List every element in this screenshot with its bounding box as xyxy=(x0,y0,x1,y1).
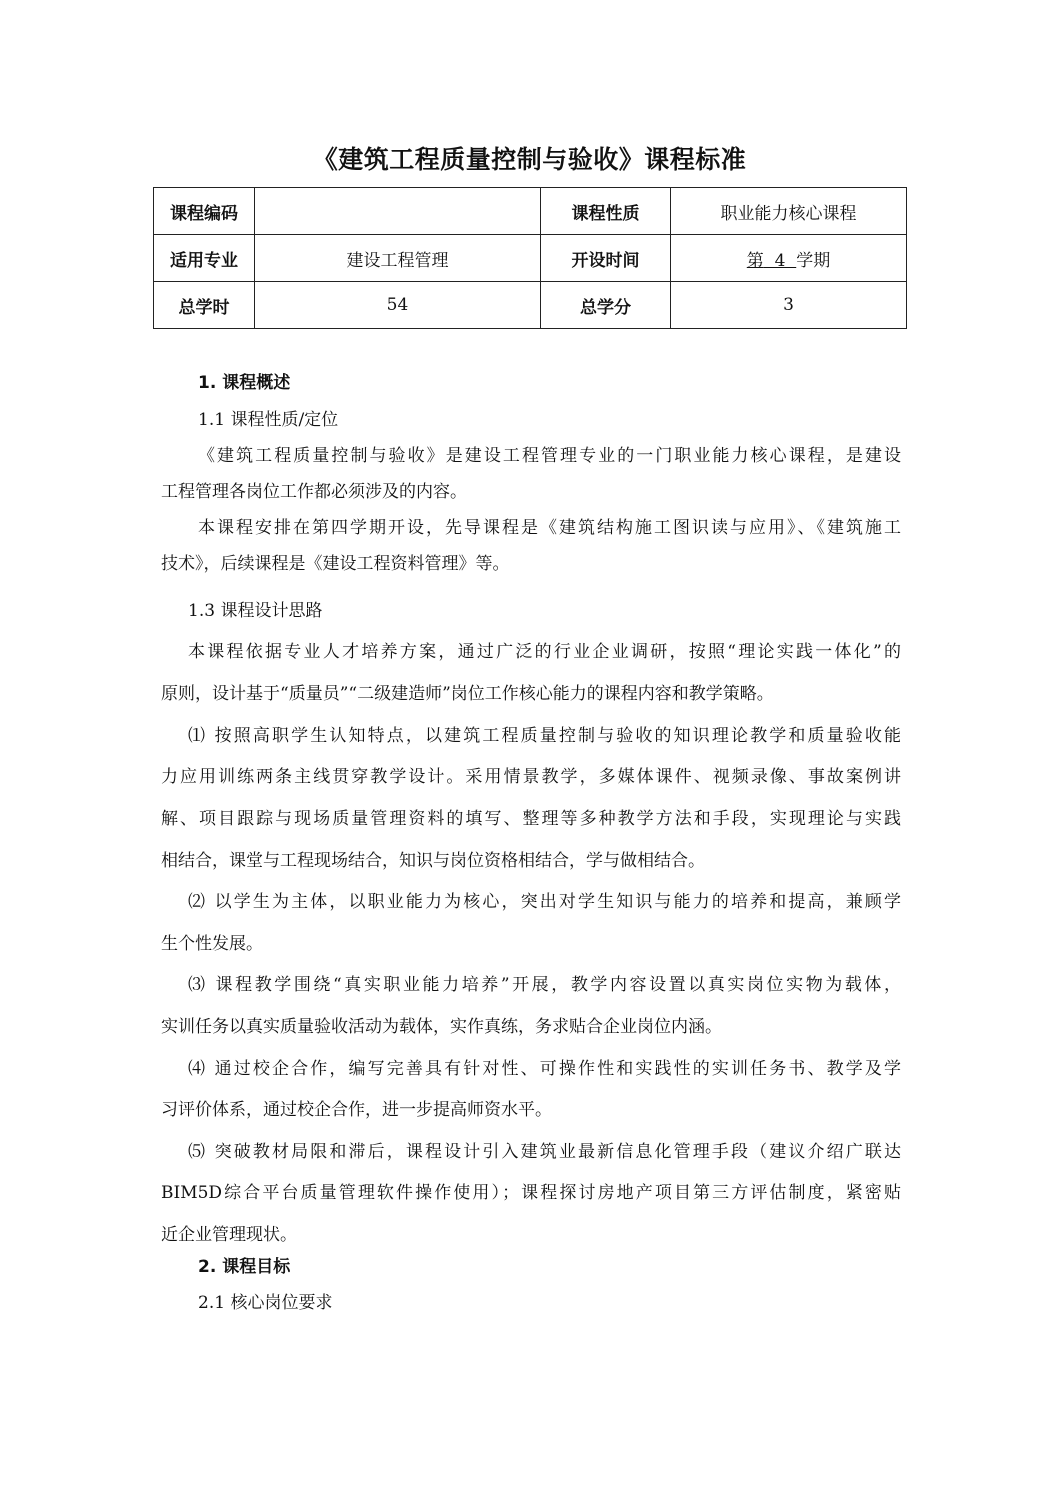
course-nature-label: 课程性质 xyxy=(541,188,671,235)
paragraph-line: 技术》，后续课程是《建设工程资料管理》等。 xyxy=(161,554,510,574)
semester-number: 4 xyxy=(763,250,797,271)
course-code-label: 课程编码 xyxy=(154,188,255,235)
list-item-line: BIM5D综合平台质量管理软件操作使用）；课程探讨房地产项目第三方评估制度，紧密贴 xyxy=(161,1183,901,1203)
list-item-line: ⑶ 课程教学围绕“真实职业能力培养”开展，教学内容设置以真实岗位实物为载体， xyxy=(188,975,901,995)
page-title: 《建筑工程质量控制与验收》课程标准 xyxy=(312,145,747,174)
paragraph-line: 本课程安排在第四学期开设，先导课程是《建筑结构施工图识读与应用》、《建筑施工 xyxy=(198,518,901,538)
paragraph-line: 原则，设计基于“质量员”“二级建造师”岗位工作核心能力的课程内容和教学策略。 xyxy=(161,684,774,704)
semester-value xyxy=(671,235,907,282)
paragraph-line: 本课程依据专业人才培养方案，通过广泛的行业企业调研，按照“理论实践一体化”的 xyxy=(188,642,901,662)
course-info-table xyxy=(153,187,907,329)
section-heading: 1. 课程概述 xyxy=(198,373,291,393)
total-hours-label: 总学时 xyxy=(154,282,255,329)
table-row xyxy=(154,188,907,235)
list-item-line: ⑴ 按照高职学生认知特点，以建筑工程质量控制与验收的知识理论教学和质量验收能 xyxy=(188,726,901,746)
list-item-line: 相结合，课堂与工程现场结合，知识与岗位资格相结合，学与做相结合。 xyxy=(161,851,705,871)
list-item-line: 力应用训练两条主线贯穿教学设计。采用情景教学，多媒体课件、视频录像、事故案例讲 xyxy=(161,767,901,787)
list-item-line: ⑷ 通过校企合作，编写完善具有针对性、可操作性和实践性的实训任务书、教学及学 xyxy=(188,1059,901,1079)
paragraph-line: 工程管理各岗位工作都必须涉及的内容。 xyxy=(161,482,467,502)
subsection-heading: 1.3 课程设计思路 xyxy=(188,601,323,621)
table-row xyxy=(154,282,907,329)
course-code-value xyxy=(255,188,541,235)
major-value: 建设工程管理 xyxy=(255,235,541,282)
table-row xyxy=(154,235,907,282)
total-credits-value: 3 xyxy=(671,282,907,329)
list-item-line: 生个性发展。 xyxy=(161,934,263,954)
semester-prefix: 第 xyxy=(746,250,764,271)
total-credits-label: 总学分 xyxy=(541,282,671,329)
paragraph-line: 《建筑工程质量控制与验收》是建设工程管理专业的一门职业能力核心课程，是建设 xyxy=(198,446,901,466)
semester-label: 开设时间 xyxy=(541,235,671,282)
total-hours-value: 54 xyxy=(255,282,541,329)
list-item-line: 习评价体系，通过校企合作，进一步提高师资水平。 xyxy=(161,1100,552,1120)
major-label: 适用专业 xyxy=(154,235,255,282)
list-item-line: 近企业管理现状。 xyxy=(161,1225,297,1245)
course-nature-value: 职业能力核心课程 xyxy=(671,188,907,235)
subsection-heading: 2.1 核心岗位要求 xyxy=(198,1293,333,1313)
subsection-heading: 1.1 课程性质/定位 xyxy=(198,410,339,430)
list-item-line: 解、项目跟踪与现场质量管理资料的填写、整理等多种教学方法和手段，实现理论与实践 xyxy=(161,809,901,829)
list-item-line: 实训任务以真实质量验收活动为载体，实作真练，务求贴合企业岗位内涵。 xyxy=(161,1017,722,1037)
semester-suffix: 学期 xyxy=(796,250,831,271)
list-item-line: ⑸ 突破教材局限和滞后，课程设计引入建筑业最新信息化管理手段（建议介绍广联达 xyxy=(188,1142,901,1162)
section-heading: 2. 课程目标 xyxy=(198,1257,291,1277)
list-item-line: ⑵ 以学生为主体，以职业能力为核心，突出对学生知识与能力的培养和提高，兼顾学 xyxy=(188,892,901,912)
